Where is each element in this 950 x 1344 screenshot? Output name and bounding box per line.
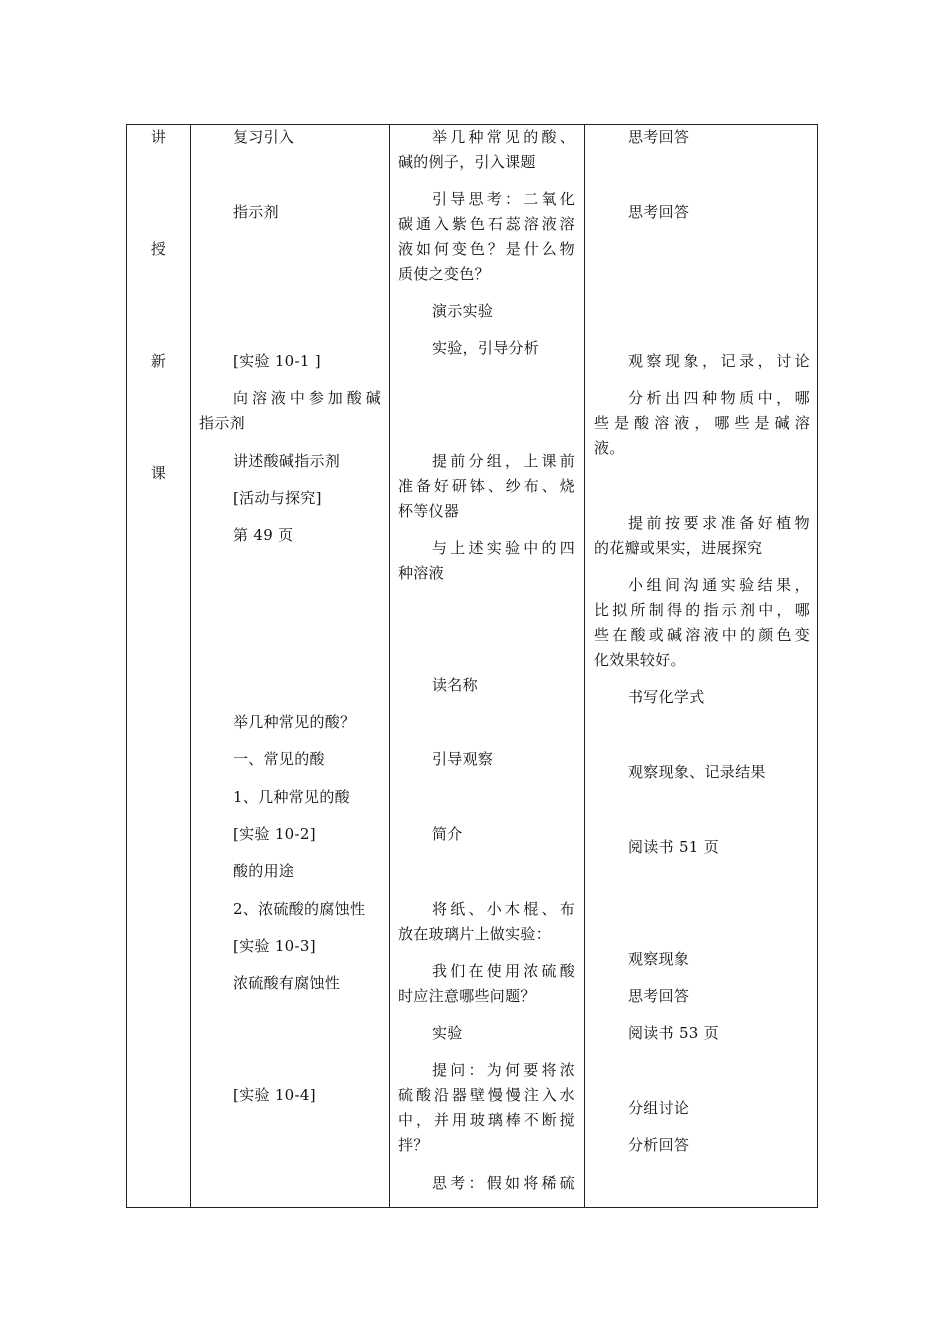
- student-line: 小组间沟通实验结果，: [628, 576, 810, 594]
- teacher-line: 硫酸沿器壁慢慢注入水: [398, 1086, 575, 1104]
- content-line: 1、几种常见的酸: [233, 788, 350, 806]
- teacher-line: 杯等仪器: [398, 502, 460, 520]
- stage-char: 课: [150, 464, 167, 482]
- teacher-line: 读名称: [432, 676, 478, 694]
- teacher-line: 种溶液: [398, 564, 444, 582]
- column-divider: [584, 125, 585, 1207]
- stage-char: 讲: [150, 128, 167, 146]
- content-line: [实验 10-2]: [233, 825, 316, 843]
- content-line: 2、浓硫酸的腐蚀性: [233, 900, 366, 918]
- student-line: 观察现象、记录结果: [628, 763, 766, 781]
- student-line: 分组讨论: [628, 1099, 690, 1117]
- content-line: 浓硫酸有腐蚀性: [233, 974, 341, 992]
- teacher-line: 放在玻璃片上做实验：: [398, 925, 552, 943]
- student-line: 阅读书 51 页: [628, 838, 720, 856]
- student-line: 化效果较好。: [594, 651, 686, 669]
- student-line: 思考回答: [628, 987, 690, 1005]
- student-line: 液。: [594, 439, 625, 457]
- content-line: 复习引入: [233, 128, 295, 146]
- content-line: 酸的用途: [233, 862, 295, 880]
- column-divider: [190, 125, 191, 1207]
- student-line: 些在酸或碱溶液中的颜色变: [594, 626, 810, 644]
- student-line: 书写化学式: [628, 688, 705, 706]
- content-line: 一、常见的酸: [233, 750, 325, 768]
- student-line: 分析回答: [628, 1136, 690, 1154]
- student-line: 的花瓣或果实，进展探究: [594, 539, 763, 557]
- stage-char: 授: [150, 240, 167, 258]
- teacher-line: 中，并用玻璃棒不断搅: [398, 1111, 575, 1129]
- teacher-line: 实验，引导分析: [432, 339, 540, 357]
- column-divider: [389, 125, 390, 1207]
- content-line: 讲述酸碱指示剂: [233, 452, 341, 470]
- teacher-line: 准备好研钵、纱布、烧: [398, 477, 575, 495]
- content-line: 向溶液中参加酸碱: [233, 389, 381, 407]
- student-line: 些是酸溶液，哪些是碱溶: [594, 414, 810, 432]
- content-line: [实验 10-1 ]: [233, 352, 321, 370]
- teacher-line: 实验: [432, 1024, 463, 1042]
- content-line: [实验 10-3]: [233, 937, 316, 955]
- lesson-table: [126, 124, 818, 1208]
- teacher-line: 与上述实验中的四: [432, 539, 575, 557]
- teacher-line: 时应注意哪些问题？: [398, 987, 536, 1005]
- content-line: 第 49 页: [233, 526, 294, 544]
- teacher-line: 引导观察: [432, 750, 494, 768]
- student-line: 阅读书 53 页: [628, 1024, 720, 1042]
- teacher-line: 举几种常见的酸、: [432, 128, 575, 146]
- content-line: 指示剂: [199, 414, 245, 432]
- student-line: 比拟所制得的指示剂中，哪: [594, 601, 810, 619]
- teacher-line: 提问：为何要将浓: [432, 1061, 575, 1079]
- stage-char: 新: [150, 352, 167, 370]
- teacher-line: 引导思考：二氧化: [432, 190, 575, 208]
- teacher-line: 思考：假如将稀硫: [432, 1174, 575, 1192]
- content-line: [实验 10-4]: [233, 1086, 316, 1104]
- student-line: 观察现象，记录，讨论: [628, 352, 810, 370]
- teacher-line: 将纸、小木棍、布: [432, 900, 575, 918]
- teacher-line: 碳通入紫色石蕊溶液溶: [398, 215, 575, 233]
- student-line: 观察现象: [628, 950, 690, 968]
- content-line: 举几种常见的酸？: [233, 713, 356, 731]
- content-line: [活动与探究]: [233, 489, 322, 507]
- student-line: 思考回答: [628, 203, 690, 221]
- student-line: 思考回答: [628, 128, 690, 146]
- teacher-line: 液如何变色？是什么物: [398, 240, 575, 258]
- teacher-line: 质使之变色？: [398, 265, 490, 283]
- teacher-line: 我们在使用浓硫酸: [432, 962, 575, 980]
- teacher-line: 拌？: [398, 1136, 429, 1154]
- student-line: 分析出四种物质中，哪: [628, 389, 810, 407]
- teacher-line: 简介: [432, 825, 463, 843]
- content-line: 指示剂: [233, 203, 279, 221]
- teacher-line: 提前分组，上课前: [432, 452, 575, 470]
- teacher-line: 演示实验: [432, 302, 494, 320]
- teacher-line: 碱的例子，引入课题: [398, 153, 536, 171]
- student-line: 提前按要求准备好植物: [628, 514, 810, 532]
